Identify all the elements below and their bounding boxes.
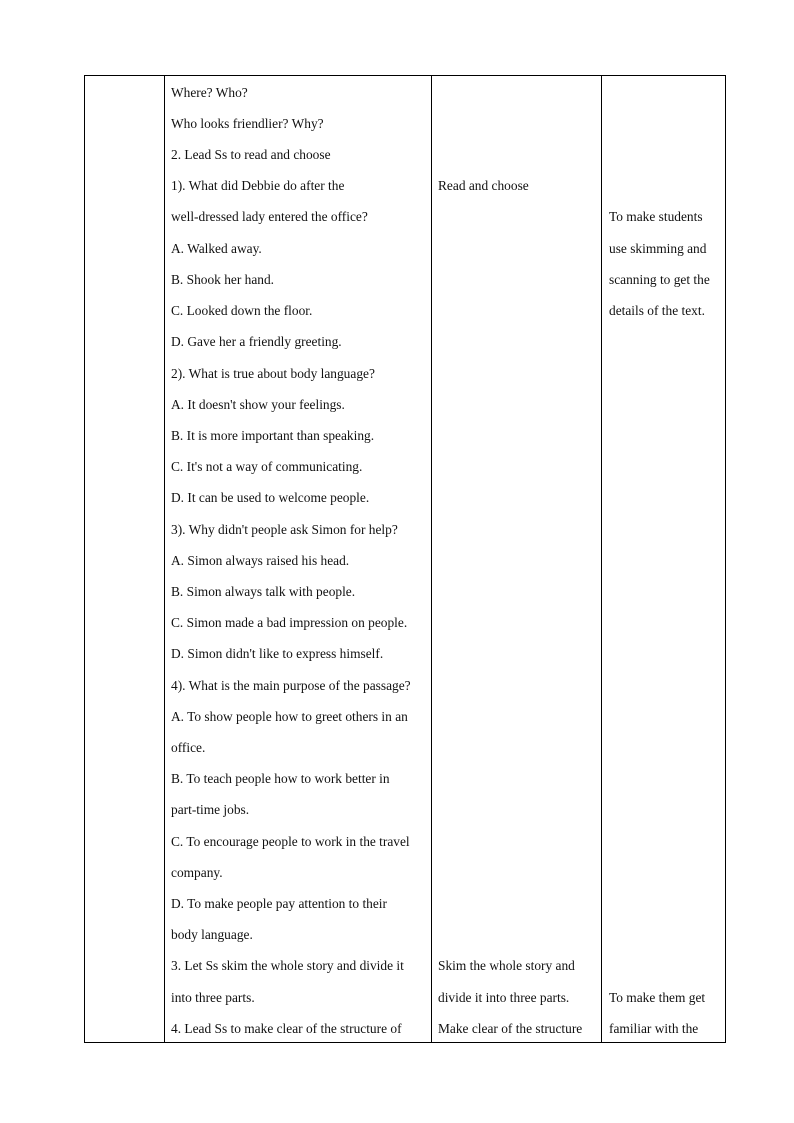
text-line: C. It's not a way of communicating. [171,459,363,474]
teacher-activity-cell [165,76,432,1043]
text-line: 1). What did Debbie do after the [171,178,345,193]
text-line: B. Simon always talk with people. [171,584,356,599]
text-line: C. Simon made a bad impression on people. [171,615,408,630]
text-line: 3). Why didn't people ask Simon for help? [171,522,398,537]
text-line: office. [171,740,206,755]
text-line: into three parts. [171,990,255,1005]
purpose-text: To make students [609,209,703,224]
purpose-text: scanning to get the [609,272,710,287]
purpose-text: familiar with the [609,1021,699,1036]
student-activity-text: divide it into three parts. [438,990,570,1005]
text-line: 4. Lead Ss to make clear of the structure of [171,1021,402,1036]
student-activity-text: Skim the whole story and [438,958,575,973]
table-row [85,76,726,1043]
student-activity-text: Read and choose [438,178,529,193]
text-line: 3. Let Ss skim the whole story and divide it [171,958,404,973]
student-activity-cell [432,76,602,1043]
text-line: 2). What is true about body language? [171,366,375,381]
text-line: A. To show people how to greet others in an [171,709,408,724]
lesson-plan-table [84,75,726,1043]
text-line: part-time jobs. [171,802,250,817]
text-line: B. Shook her hand. [171,272,275,287]
text-line: D. It can be used to welcome people. [171,490,370,505]
text-line: B. To teach people how to work better in [171,771,390,786]
text-line: 2. Lead Ss to read and choose [171,147,331,162]
text-line: D. To make people pay attention to their [171,896,387,911]
text-line: D. Gave her a friendly greeting. [171,334,342,349]
purpose-text: details of the text. [609,303,705,318]
text-line: Where? Who? [171,85,248,100]
text-line: A. Walked away. [171,241,262,256]
student-activity-text: Make clear of the structure [438,1021,583,1036]
text-line: company. [171,865,223,880]
text-line: B. It is more important than speaking. [171,428,375,443]
text-line: A. It doesn't show your feelings. [171,397,345,412]
purpose-cell [602,76,726,1043]
text-line: C. To encourage people to work in the travel [171,834,410,849]
text-line: well-dressed lady entered the office? [171,209,368,224]
text-line: A. Simon always raised his head. [171,553,350,568]
purpose-text: use skimming and [609,241,707,256]
text-line: C. Looked down the floor. [171,303,313,318]
text-line: D. Simon didn't like to express himself. [171,646,384,661]
text-line: 4). What is the main purpose of the passage? [171,678,411,693]
purpose-text: To make them get [609,990,706,1005]
step-cell [85,76,165,1043]
text-line: body language. [171,927,253,942]
text-line: Who looks friendlier? Why? [171,116,324,131]
